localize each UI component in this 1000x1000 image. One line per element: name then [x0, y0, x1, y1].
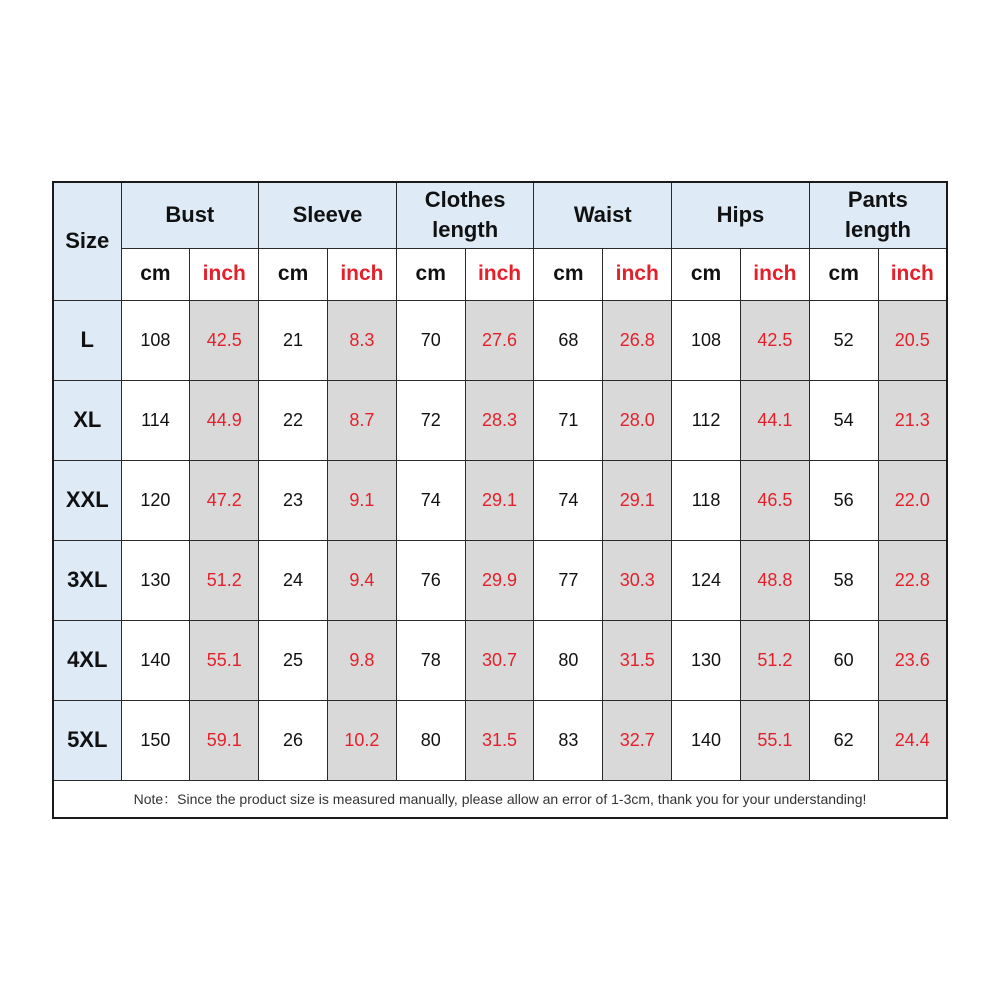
- column-header-hips: Hips: [672, 182, 810, 248]
- value-inch: 31.5: [465, 700, 534, 780]
- value-inch: 55.1: [190, 620, 259, 700]
- value-inch: 44.1: [740, 380, 809, 460]
- value-cm: 140: [121, 620, 190, 700]
- column-header-waist: Waist: [534, 182, 672, 248]
- value-cm: 70: [396, 300, 465, 380]
- value-cm: 71: [534, 380, 603, 460]
- value-cm: 114: [121, 380, 190, 460]
- value-inch: 46.5: [740, 460, 809, 540]
- value-cm: 24: [259, 540, 328, 620]
- value-inch: 10.2: [327, 700, 396, 780]
- value-inch: 29.1: [603, 460, 672, 540]
- value-cm: 83: [534, 700, 603, 780]
- column-header-sleeve: Sleeve: [259, 182, 397, 248]
- value-inch: 51.2: [190, 540, 259, 620]
- value-cm: 118: [672, 460, 741, 540]
- value-cm: 54: [809, 380, 878, 460]
- value-inch: 48.8: [740, 540, 809, 620]
- value-cm: 56: [809, 460, 878, 540]
- value-cm: 72: [396, 380, 465, 460]
- note-row: [53, 780, 947, 818]
- value-inch: 47.2: [190, 460, 259, 540]
- value-cm: 21: [259, 300, 328, 380]
- value-cm: 62: [809, 700, 878, 780]
- size-label: 5XL: [53, 700, 121, 780]
- column-header-bust: Bust: [121, 182, 259, 248]
- unit-label-cm: cm: [396, 248, 465, 300]
- value-inch: 8.7: [327, 380, 396, 460]
- table-row: [53, 540, 947, 620]
- value-cm: 26: [259, 700, 328, 780]
- column-header-pants-length: [809, 182, 947, 248]
- unit-label-cm: cm: [809, 248, 878, 300]
- value-inch: 8.3: [327, 300, 396, 380]
- size-label: L: [53, 300, 121, 380]
- value-inch: 59.1: [190, 700, 259, 780]
- value-cm: 150: [121, 700, 190, 780]
- unit-row: [53, 248, 947, 300]
- value-cm: 25: [259, 620, 328, 700]
- unit-label-inch: inch: [190, 248, 259, 300]
- table-row: [53, 460, 947, 540]
- column-header-clothes-length-text: Clothes length: [424, 187, 506, 243]
- value-inch: 42.5: [190, 300, 259, 380]
- value-inch: 23.6: [878, 620, 947, 700]
- value-inch: 31.5: [603, 620, 672, 700]
- size-label: XL: [53, 380, 121, 460]
- value-inch: 28.3: [465, 380, 534, 460]
- value-inch: 44.9: [190, 380, 259, 460]
- value-inch: 26.8: [603, 300, 672, 380]
- unit-label-inch: inch: [603, 248, 672, 300]
- value-cm: 78: [396, 620, 465, 700]
- value-cm: 108: [121, 300, 190, 380]
- value-inch: 27.6: [465, 300, 534, 380]
- value-cm: 76: [396, 540, 465, 620]
- value-cm: 60: [809, 620, 878, 700]
- size-chart-table: [52, 181, 948, 819]
- unit-label-inch: inch: [740, 248, 809, 300]
- value-cm: 74: [534, 460, 603, 540]
- size-label: 4XL: [53, 620, 121, 700]
- value-inch: 22.8: [878, 540, 947, 620]
- table-row: [53, 300, 947, 380]
- column-header-clothes-length: [396, 182, 534, 248]
- value-cm: 80: [534, 620, 603, 700]
- unit-label-cm: cm: [259, 248, 328, 300]
- value-cm: 124: [672, 540, 741, 620]
- unit-label-inch: inch: [327, 248, 396, 300]
- value-cm: 140: [672, 700, 741, 780]
- table-row: [53, 620, 947, 700]
- value-inch: 20.5: [878, 300, 947, 380]
- unit-label-cm: cm: [672, 248, 741, 300]
- value-inch: 29.1: [465, 460, 534, 540]
- value-inch: 29.9: [465, 540, 534, 620]
- value-cm: 68: [534, 300, 603, 380]
- value-inch: 21.3: [878, 380, 947, 460]
- value-cm: 108: [672, 300, 741, 380]
- value-cm: 58: [809, 540, 878, 620]
- value-inch: 9.8: [327, 620, 396, 700]
- unit-label-cm: cm: [121, 248, 190, 300]
- value-cm: 22: [259, 380, 328, 460]
- value-inch: 24.4: [878, 700, 947, 780]
- table-row: [53, 380, 947, 460]
- value-inch: 32.7: [603, 700, 672, 780]
- value-cm: 130: [121, 540, 190, 620]
- size-label: XXL: [53, 460, 121, 540]
- value-inch: 28.0: [603, 380, 672, 460]
- value-cm: 23: [259, 460, 328, 540]
- value-cm: 52: [809, 300, 878, 380]
- value-cm: 120: [121, 460, 190, 540]
- value-inch: 9.4: [327, 540, 396, 620]
- value-inch: 55.1: [740, 700, 809, 780]
- column-header-pants-length-text: Pants length: [844, 187, 911, 243]
- value-inch: 9.1: [327, 460, 396, 540]
- value-cm: 130: [672, 620, 741, 700]
- value-inch: 51.2: [740, 620, 809, 700]
- value-inch: 30.3: [603, 540, 672, 620]
- value-inch: 30.7: [465, 620, 534, 700]
- value-cm: 112: [672, 380, 741, 460]
- table-row: [53, 700, 947, 780]
- unit-label-inch: inch: [465, 248, 534, 300]
- value-inch: 22.0: [878, 460, 947, 540]
- chart-body: [53, 300, 947, 780]
- header-row: [53, 182, 947, 248]
- size-header: Size: [53, 182, 121, 300]
- value-inch: 42.5: [740, 300, 809, 380]
- value-cm: 80: [396, 700, 465, 780]
- unit-label-inch: inch: [878, 248, 947, 300]
- unit-label-cm: cm: [534, 248, 603, 300]
- size-label: 3XL: [53, 540, 121, 620]
- value-cm: 74: [396, 460, 465, 540]
- value-cm: 77: [534, 540, 603, 620]
- note-text: Note：Since the product size is measured manually, please allow an error of 1-3cm, thank you for your understanding!: [53, 780, 947, 818]
